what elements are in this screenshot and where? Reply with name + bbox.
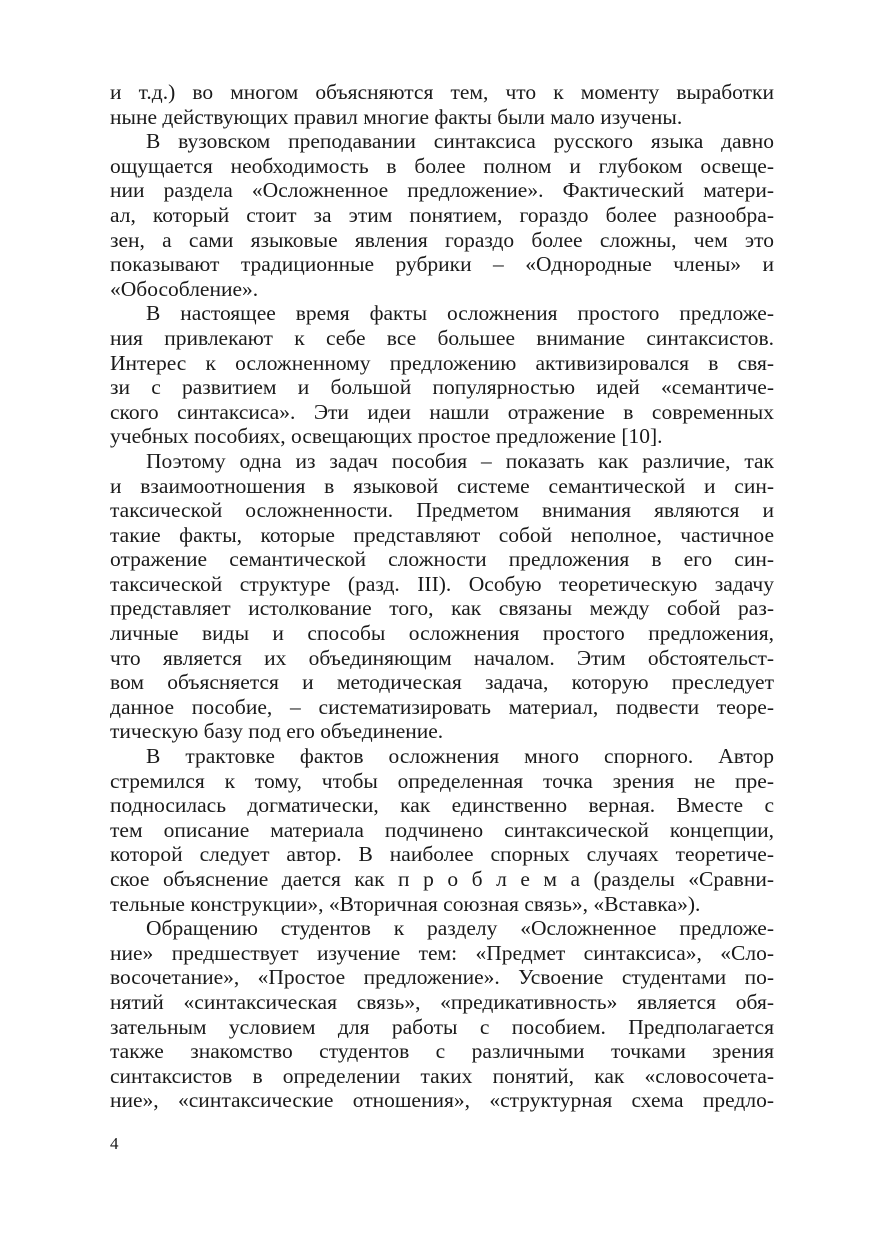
text-line: подносилась догматически, как единственно верная. Вместе с	[110, 793, 774, 818]
text-line: данное пособие, – систематизировать материал, подвести теоре-	[110, 694, 774, 719]
text-line: ского синтаксиса». Эти идеи нашли отражение в современных	[110, 399, 774, 424]
text-line: стремился к тому, чтобы определенная точка зрения не пре-	[110, 768, 774, 793]
text-line: В трактовке фактов осложнения много спорного. Автор	[146, 744, 774, 769]
text-line: такие факты, которые представляют собой неполное, частичное	[110, 522, 774, 547]
text-line: зен, а сами языковые явления гораздо более сложны, чем это	[110, 227, 774, 252]
text-line: ние», «синтаксические отношения», «структурная схема предло-	[110, 1088, 774, 1113]
text-line: личные виды и способы осложнения простого предложения,	[110, 621, 774, 646]
text-line: «Обособление».	[110, 276, 259, 301]
text-line: В вузовском преподавании синтаксиса русского языка давно	[146, 129, 774, 154]
text-line: ние» предшествует изучение тем: «Предмет синтаксиса», «Сло-	[110, 940, 774, 965]
text-line: Обращению студентов к разделу «Осложненное предложе-	[146, 916, 774, 941]
text-line: таксической структуре (разд. III). Особую теоретическую задачу	[110, 571, 774, 596]
text-line: тельные конструкции», «Вторичная союзная связь», «Вставка»).	[110, 891, 701, 916]
text-line: ское объяснение дается как п р о б л е м а (разделы «Сравни-	[110, 867, 774, 891]
text-line: синтаксистов в определении таких понятий, как «словосочета-	[110, 1063, 774, 1088]
text-line: Интерес к осложненному предложению активизировался в свя-	[110, 350, 774, 375]
text-line: Поэтому одна из задач пособия – показать как различие, так	[146, 448, 774, 473]
text-line: показывают традиционные рубрики – «Однородные члены» и	[110, 252, 774, 277]
body-text	[110, 80, 774, 1113]
page-number: 4	[110, 1134, 119, 1153]
text-line: ал, который стоит за этим понятием, гораздо более разнообра-	[110, 202, 774, 227]
text-line: нии раздела «Осложненное предложение». Фактический матери-	[110, 178, 774, 203]
text-line: отражение семантической сложности предложения в его син-	[110, 547, 774, 572]
text-line: тическую базу под его объединение.	[110, 719, 444, 744]
text-line: В настоящее время факты осложнения простого предложе-	[146, 301, 774, 326]
text-line: и т.д.) во многом объясняются тем, что к моменту выработки	[110, 80, 774, 104]
text-line: тем описание материала подчинено синтаксической концепции,	[110, 817, 774, 842]
text-line: зи с развитием и большой популярностью идей «семантиче-	[110, 375, 774, 400]
text-line: нятий «синтаксическая связь», «предикативность» является обя-	[110, 989, 774, 1014]
text-line: также знакомство студентов с различными точками зрения	[110, 1039, 774, 1064]
text-line: ощущается необходимость в более полном и глубоком освеще-	[110, 153, 774, 178]
text-line: восочетание», «Простое предложение». Усвоение студентами по-	[110, 965, 774, 990]
text-line: и взаимоотношения в языковой системе семантической и син-	[110, 473, 774, 498]
text-line: которой следует автор. В наиболее спорных случаях теоретиче-	[110, 842, 774, 867]
text-line: таксической осложненности. Предметом внимания являются и	[110, 498, 774, 523]
text-line: ния привлекают к себе все большее внимание синтаксистов.	[110, 325, 774, 350]
text-line: вом объясняется и методическая задача, которую преследует	[110, 670, 774, 695]
text-line: зательным условием для работы с пособием. Предполагается	[110, 1014, 774, 1039]
text-line: ныне действующих правил многие факты были мало изучены.	[110, 104, 683, 129]
text-line: учебных пособиях, освещающих простое предложение [10].	[110, 424, 663, 449]
text-line: представляет истолкование того, как связаны между собой раз-	[110, 596, 774, 621]
text-line: что является их объединяющим началом. Этим обстоятельст-	[110, 645, 774, 670]
